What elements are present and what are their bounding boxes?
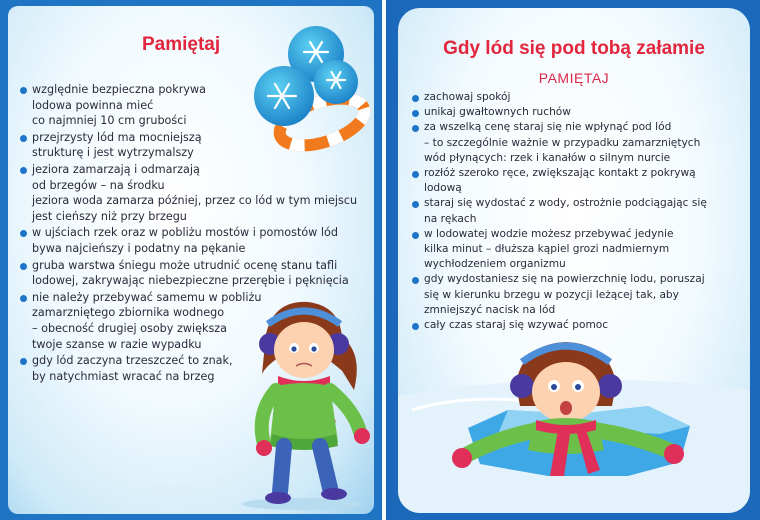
list-item: nie należy przebywać samemu w pobliżu zamarzniętego zbiornika wodnego – obecność drugiej osoby zwiększa twoje szanse w razie wypadku (20, 290, 370, 352)
list-item: za wszelką cenę staraj się nie wpłynąć pod lód – to szczególnie ważnie w przypadku zamarzniętych wód płynących: rzek i kanałów o silnym nurcie (412, 120, 742, 166)
list-item: staraj się wydostać z wody, ostrożnie podciągając się na rękach (412, 196, 742, 226)
list-item: gruba warstwa śniegu może utrudnić ocenę stanu tafli lodowej, zakrywając niebezpieczne przerębie i pęknięcia (20, 258, 370, 289)
list-item: jeziora zamarzają i odmarzają od brzegów – na środku jeziora woda zamarza później, przez co lód w tym miejscu jest cieńszy niż przy brzegu (20, 162, 370, 224)
list-item: unikaj gwałtownych ruchów (412, 105, 742, 120)
list-item: w ujściach rzek oraz w pobliżu mostów i pomostów lód bywa najcieńszy i podatny na pękanie (20, 225, 370, 256)
right-rescue-list (412, 90, 742, 333)
girl-skating-illustration (226, 294, 374, 512)
right-poster (386, 0, 760, 520)
list-item: w lodowatej wodzie możesz przebywać jedynie kilka minut – dłuższa kąpiel grozi nadmiernym wychłodzeniem organizmu (412, 227, 742, 273)
right-subtitle: PAMIĘTAJ (538, 70, 610, 86)
list-item: przejrzysty lód ma mocniejszą strukturę i jest wytrzymalszy (20, 130, 370, 161)
list-item: rozłóż szeroko ręce, zwiększając kontakt z pokrywą lodową (412, 166, 742, 196)
right-title: Gdy lód się pod tobą załamie (443, 38, 705, 59)
list-item: gdy lód zaczyna trzeszczeć to znak, by natychmiast wracać na brzeg (20, 353, 370, 384)
left-poster-card (8, 6, 374, 514)
list-item: zachowaj spokój (412, 90, 742, 105)
right-poster-card (398, 8, 750, 513)
right-poster-frame (386, 0, 760, 520)
list-item: względnie bezpieczna pokrywa lodowa powinna mieć co najmniej 10 cm grubości (20, 82, 370, 129)
list-item: cały czas staraj się wzywać pomoc (412, 318, 742, 333)
list-item: gdy wydostaniesz się na powierzchnię lodu, poruszaj się w kierunku brzegu w pozycji leżącej tak, aby zmniejszyć nacisk na lód (412, 272, 742, 318)
left-title: Pamiętaj (142, 34, 221, 55)
girl-ice-hole-illustration (398, 326, 750, 513)
